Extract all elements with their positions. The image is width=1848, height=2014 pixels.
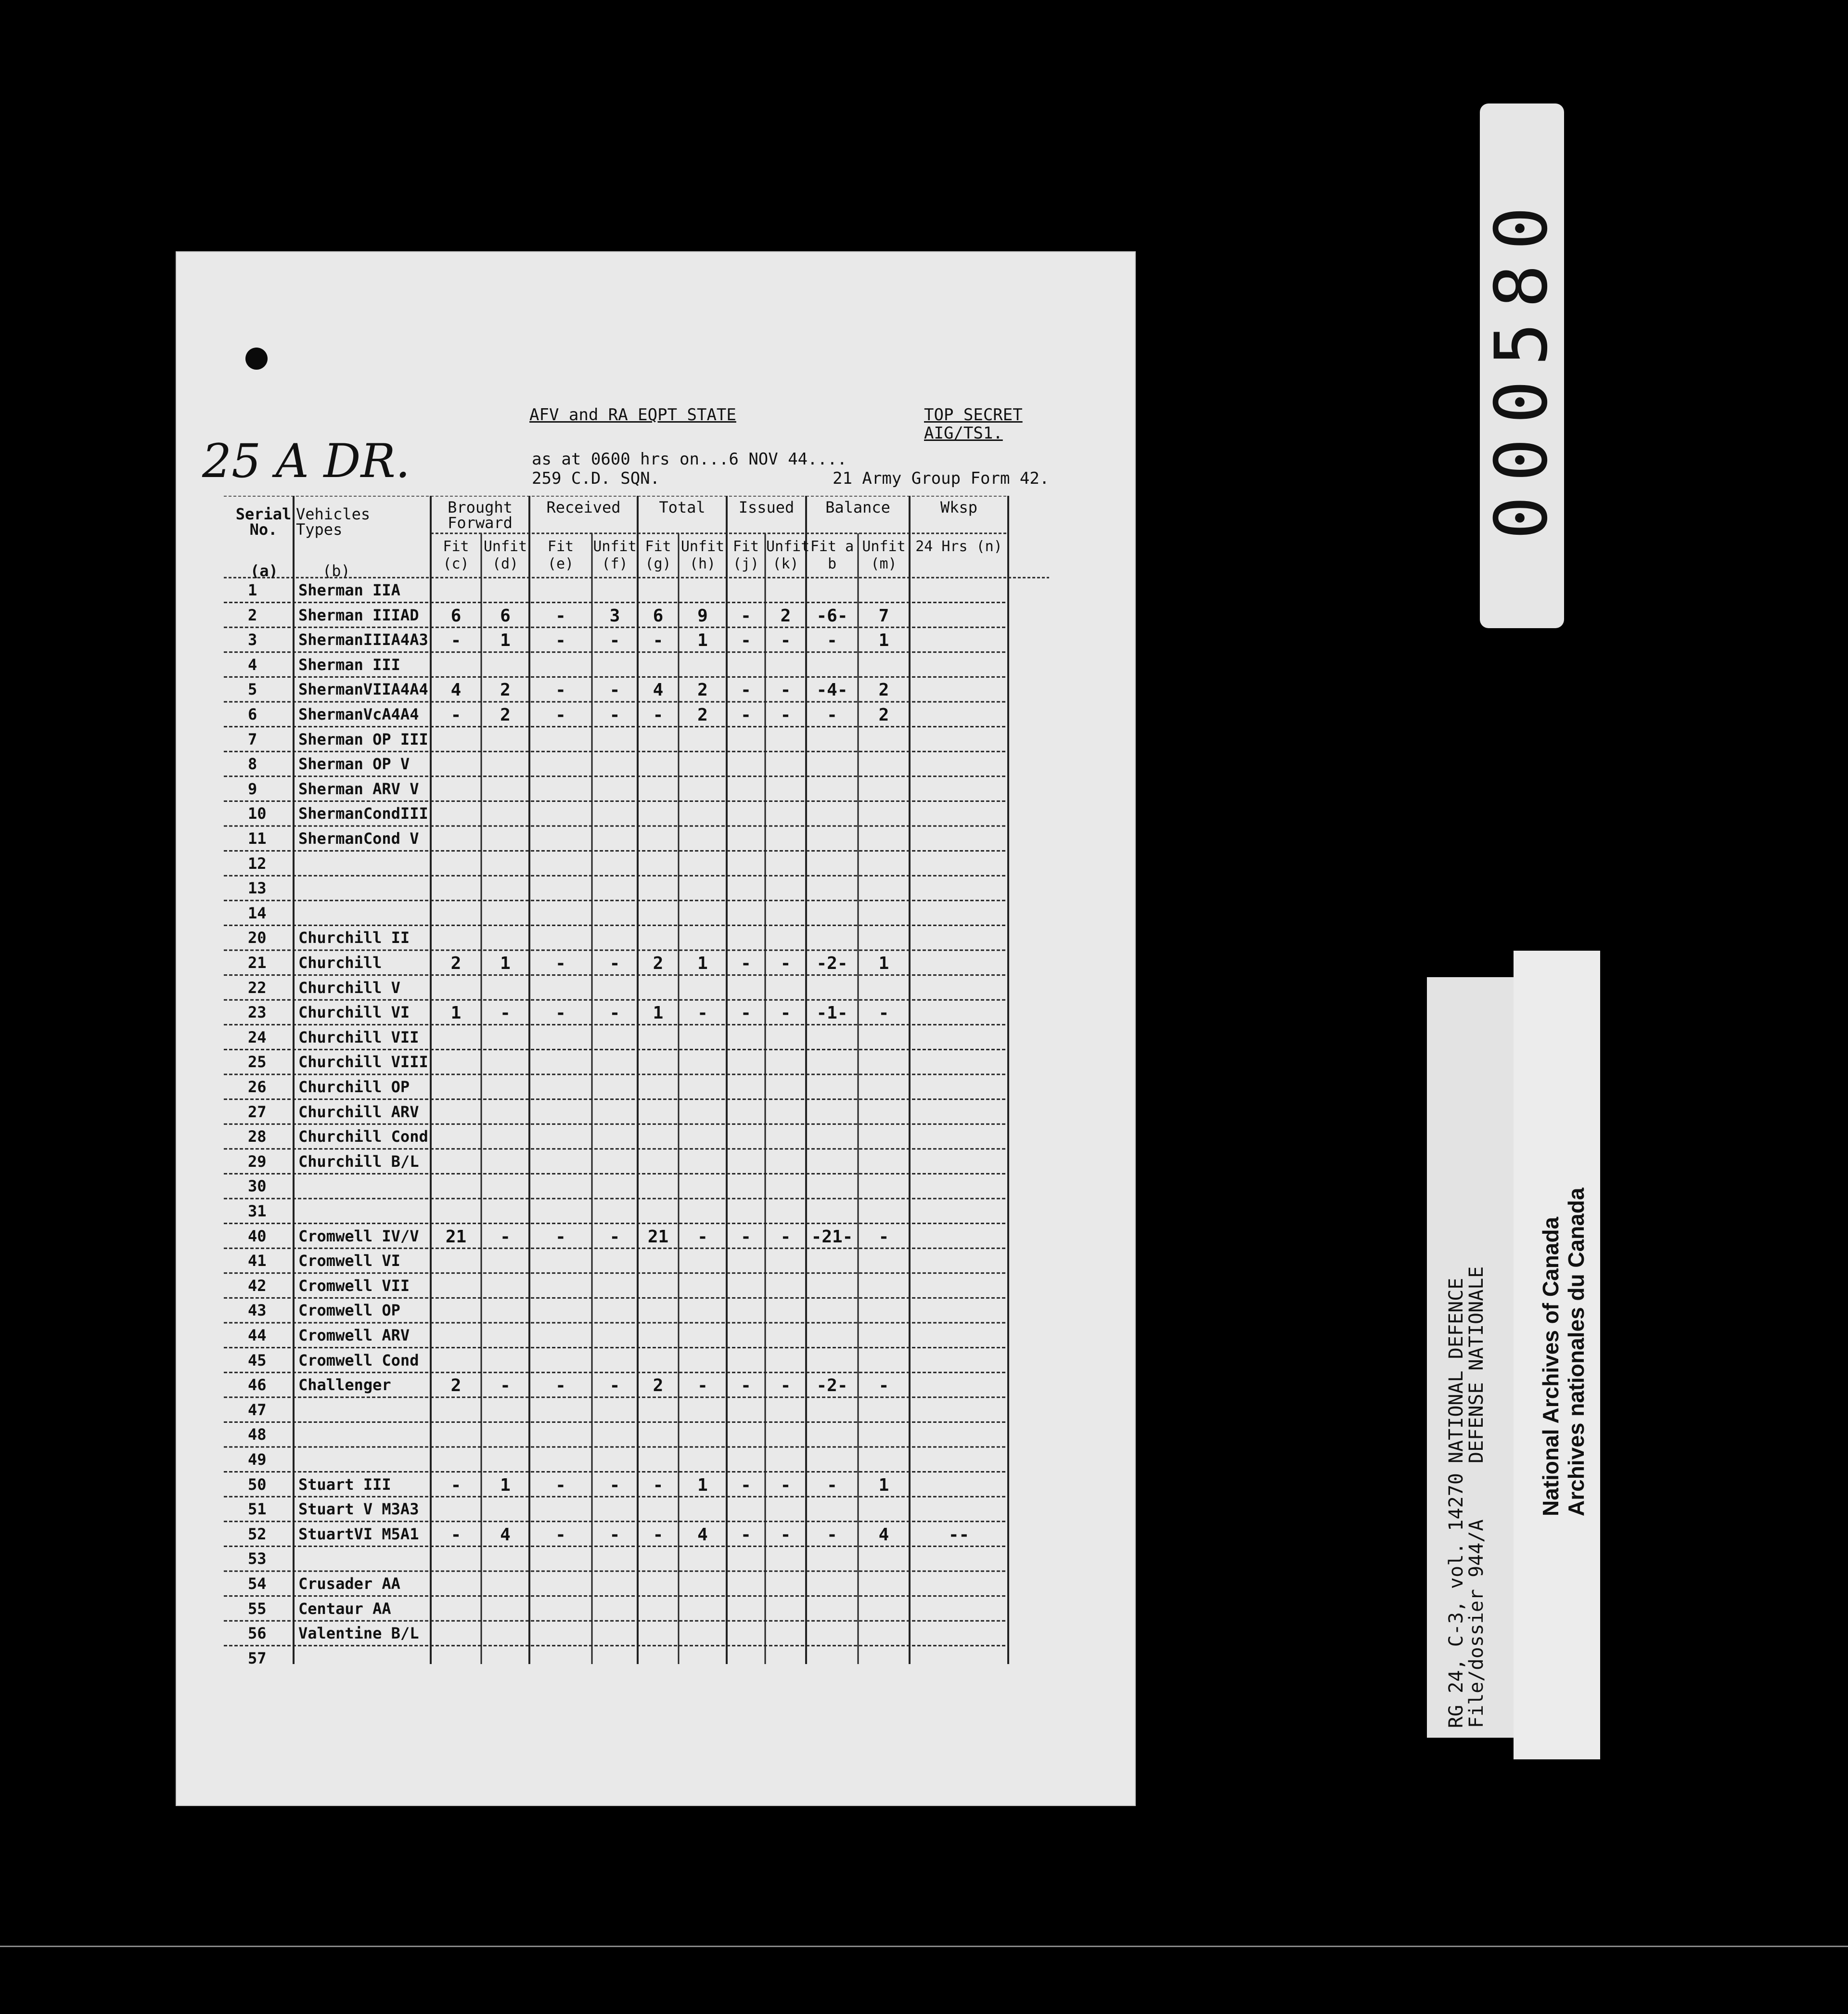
value-cell: 1	[697, 954, 708, 973]
value-cell: -	[609, 631, 620, 651]
value-cell: 4	[697, 1524, 708, 1545]
vehicle-type-cell: Churchill VIII	[298, 1053, 428, 1072]
value-cell: -	[653, 1475, 664, 1495]
value-cell: 2	[450, 954, 462, 973]
vehicle-type-cell: Churchill II	[298, 929, 410, 947]
header-vehicles: Vehicles Types	[296, 505, 371, 539]
column-sub-header: 24 Hrs (n)	[915, 538, 1002, 555]
serial-cell: 31	[248, 1202, 267, 1220]
serial-cell: 8	[248, 755, 257, 774]
value-cell: -	[780, 680, 791, 700]
value-cell: -	[653, 1524, 664, 1545]
vehicle-type-cell: ShermanIIIA4A3	[298, 631, 428, 649]
value-cell: -	[780, 631, 791, 651]
value-cell: -	[653, 705, 664, 725]
vehicle-type-cell: ShermanCond V	[298, 829, 419, 848]
vehicle-type-cell: Challenger	[298, 1376, 391, 1394]
value-cell: 7	[878, 606, 889, 626]
serial-cell: 49	[248, 1450, 267, 1469]
value-cell: -	[609, 680, 620, 700]
value-cell: -	[780, 705, 791, 725]
value-cell: -1-	[816, 1003, 848, 1023]
serial-cell: 57	[248, 1649, 267, 1667]
column-sub-header: Fit (c)	[443, 538, 469, 572]
value-cell: -2-	[816, 1376, 848, 1396]
value-cell: -4-	[816, 680, 848, 700]
serial-cell: 43	[248, 1301, 267, 1320]
value-cell: 1	[653, 1003, 664, 1023]
serial-cell: 40	[248, 1226, 267, 1245]
value-cell: -	[555, 606, 566, 626]
value-cell: 4	[653, 680, 664, 700]
value-cell: -	[780, 1376, 791, 1396]
value-cell: -	[878, 1376, 889, 1396]
value-cell: -	[609, 954, 620, 973]
vehicle-type-cell: Valentine B/L	[298, 1624, 419, 1643]
serial-cell: 5	[248, 680, 257, 699]
vehicle-type-cell: Churchill B/L	[298, 1152, 419, 1171]
handwritten-unit: 25 A DR.	[202, 434, 411, 488]
column-sub-header: Unfit (d)	[483, 538, 527, 572]
dept-line1: NATIONAL DEFENCE	[1445, 1278, 1467, 1463]
value-cell: -	[741, 1376, 751, 1396]
column-group-header: Balance	[825, 498, 890, 516]
value-cell: 2	[878, 705, 889, 725]
unit-line: 259 C.D. SQN.	[532, 469, 660, 488]
value-cell: 2	[450, 1376, 462, 1396]
value-cell: 9	[697, 606, 708, 626]
frame-number-stamp	[1480, 103, 1564, 628]
header-serial-sub: (a)	[250, 562, 278, 580]
serial-cell: 28	[248, 1127, 267, 1146]
value-cell: 2	[500, 680, 511, 700]
vehicle-type-cell: Stuart III	[298, 1475, 391, 1494]
serial-cell: 46	[248, 1376, 267, 1394]
classification-code: AIG/TS1.	[924, 424, 1003, 443]
value-cell: 2	[697, 705, 708, 725]
equipment-table	[224, 496, 1091, 1667]
serial-cell: 3	[248, 631, 257, 649]
serial-cell: 21	[248, 954, 267, 972]
value-cell: -	[827, 631, 837, 651]
value-cell: -	[697, 1003, 708, 1023]
serial-cell: 11	[248, 829, 267, 848]
serial-cell: 24	[248, 1028, 267, 1046]
column-sub-header: Fit a b	[810, 538, 854, 572]
value-cell: 1	[500, 954, 511, 973]
reference-line2: File/dossier 944/A	[1465, 1519, 1488, 1728]
vehicle-type-cell: Sherman IIA	[298, 581, 400, 599]
value-cell: -	[555, 1003, 566, 1023]
serial-cell: 30	[248, 1177, 267, 1196]
serial-cell: 12	[248, 854, 267, 873]
value-cell: -	[780, 1226, 791, 1247]
serial-cell: 1	[248, 581, 257, 599]
serial-cell: 50	[248, 1475, 267, 1494]
serial-cell: 9	[248, 779, 257, 798]
column-sub-header: Fit (g)	[645, 538, 671, 572]
value-cell: 1	[450, 1003, 462, 1023]
vehicle-type-cell: ShermanCondIII	[298, 804, 428, 823]
value-cell: 4	[450, 680, 462, 700]
value-cell: -	[827, 705, 837, 725]
serial-cell: 53	[248, 1549, 267, 1568]
punch-hole	[245, 348, 268, 370]
vehicle-type-cell: Churchill ARV	[298, 1102, 419, 1121]
value-cell: -	[697, 1376, 708, 1396]
vehicle-type-cell: Sherman III	[298, 655, 400, 674]
serial-cell: 51	[248, 1500, 267, 1519]
archives-line1: National Archives of Canada	[1538, 1216, 1563, 1516]
vehicle-type-cell: Churchill OP	[298, 1078, 410, 1096]
serial-cell: 41	[248, 1252, 267, 1270]
value-cell: -	[555, 705, 566, 725]
value-cell: -	[780, 954, 791, 973]
value-cell: -	[741, 631, 751, 651]
serial-cell: 25	[248, 1053, 267, 1072]
vehicle-type-cell: StuartVI M5A1	[298, 1524, 419, 1543]
value-cell: 6	[450, 606, 462, 626]
value-cell: 1	[500, 631, 511, 651]
form-number: 21 Army Group Form 42.	[833, 469, 1050, 488]
vehicle-type-cell: Cromwell VII	[298, 1276, 410, 1295]
serial-cell: 7	[248, 730, 257, 749]
column-group-header: Wksp	[940, 498, 978, 516]
value-cell: -	[878, 1226, 889, 1247]
value-cell: 3	[609, 606, 620, 626]
value-cell: --	[948, 1524, 970, 1545]
serial-cell: 45	[248, 1351, 267, 1369]
serial-cell: 2	[248, 606, 257, 624]
serial-cell: 54	[248, 1575, 267, 1593]
value-cell: -	[827, 1475, 837, 1495]
vehicle-type-cell: ShermanVIIA4A4	[298, 680, 428, 699]
vehicle-type-cell: Cromwell ARV	[298, 1326, 410, 1344]
column-sub-header: Fit (e)	[547, 538, 574, 572]
frame-number: 000580	[1480, 192, 1564, 540]
value-cell: -	[555, 1226, 566, 1247]
value-cell: -	[609, 1524, 620, 1545]
vehicle-type-cell: Centaur AA	[298, 1599, 391, 1618]
value-cell: -	[827, 1524, 837, 1545]
vehicle-type-cell: Cromwell IV/V	[298, 1226, 419, 1245]
archive-reference-label	[1427, 977, 1523, 1738]
column-group-header: Issued	[738, 498, 795, 516]
value-cell: 4	[878, 1524, 889, 1545]
value-cell: 4	[500, 1524, 511, 1545]
vehicle-type-cell: Cromwell OP	[298, 1301, 400, 1320]
vehicle-type-cell: Churchill	[298, 954, 382, 972]
value-cell: 6	[653, 606, 664, 626]
column-sub-header: Fit (j)	[732, 538, 759, 572]
value-cell: -	[500, 1003, 511, 1023]
as-at-line: as at 0600 hrs on...6 NOV 44....	[532, 450, 847, 469]
value-cell: -	[555, 1524, 566, 1545]
value-cell: 2	[653, 1376, 664, 1396]
column-sub-header: Unfit (m)	[862, 538, 906, 572]
vehicle-type-cell: Churchill Cond	[298, 1127, 428, 1146]
vehicle-type-cell: ShermanVcA4A4	[298, 705, 419, 723]
value-cell: 2	[500, 705, 511, 725]
value-cell: -	[741, 1524, 751, 1545]
value-cell: -	[609, 705, 620, 725]
value-cell: -	[609, 1475, 620, 1495]
value-cell: -2-	[816, 954, 848, 973]
column-group-header: Brought Forward	[448, 498, 513, 532]
form-title: AFV and RA EQPT STATE	[529, 405, 736, 425]
value-cell: -	[780, 1003, 791, 1023]
film-edge-line	[0, 1946, 1848, 1947]
vehicle-type-cell: Sherman OP III	[298, 730, 428, 749]
serial-cell: 14	[248, 904, 267, 922]
vehicle-type-cell: Crusader AA	[298, 1575, 400, 1593]
value-cell: -	[741, 705, 751, 725]
value-cell: 1	[697, 631, 708, 651]
serial-cell: 4	[248, 655, 257, 674]
value-cell: -	[555, 680, 566, 700]
value-cell: -	[741, 1226, 751, 1247]
serial-cell: 42	[248, 1276, 267, 1295]
serial-cell: 48	[248, 1425, 267, 1444]
value-cell: -21-	[811, 1226, 853, 1247]
vehicle-type-cell: Churchill VI	[298, 1003, 410, 1022]
value-cell: -	[697, 1226, 708, 1247]
value-cell: 1	[500, 1475, 511, 1495]
column-group-header: Received	[546, 498, 621, 516]
value-cell: 1	[878, 631, 889, 651]
column-sub-header: Unfit (f)	[593, 538, 637, 572]
serial-cell: 56	[248, 1624, 267, 1643]
serial-cell: 26	[248, 1078, 267, 1096]
serial-cell: 44	[248, 1326, 267, 1344]
serial-cell: 20	[248, 929, 267, 947]
value-cell: 2	[653, 954, 664, 973]
serial-cell: 22	[248, 978, 267, 997]
serial-cell: 55	[248, 1599, 267, 1618]
value-cell: 21	[445, 1226, 467, 1247]
vehicle-type-cell: Cromwell VI	[298, 1252, 400, 1270]
value-cell: 2	[697, 680, 708, 700]
value-cell: 2	[780, 606, 791, 626]
vehicle-type-cell: Churchill VII	[298, 1028, 419, 1046]
serial-cell: 10	[248, 804, 267, 823]
value-cell: 1	[878, 1475, 889, 1495]
vehicle-type-cell: Sherman ARV V	[298, 779, 419, 798]
serial-cell: 13	[248, 879, 267, 898]
value-cell: -	[450, 1524, 462, 1545]
serial-cell: 29	[248, 1152, 267, 1171]
value-cell: -	[878, 1003, 889, 1023]
serial-cell: 23	[248, 1003, 267, 1022]
value-cell: -	[450, 1475, 462, 1495]
vehicle-type-cell: Sherman OP V	[298, 755, 410, 774]
value-cell: -	[653, 631, 664, 651]
value-cell: -	[780, 1524, 791, 1545]
value-cell: -	[741, 1003, 751, 1023]
value-cell: 1	[697, 1475, 708, 1495]
header-vehicles-sub: (b)	[322, 562, 350, 580]
serial-cell: 52	[248, 1524, 267, 1543]
form-sheet	[176, 251, 1136, 1806]
archives-canada-label	[1514, 951, 1600, 1759]
value-cell: -	[741, 1475, 751, 1495]
value-cell: -	[780, 1475, 791, 1495]
serial-cell: 47	[248, 1400, 267, 1419]
archives-line2: Archives nationales du Canada	[1564, 1188, 1589, 1516]
value-cell: -	[450, 705, 462, 725]
column-sub-header: Unfit (h)	[680, 538, 725, 572]
value-cell: -	[741, 606, 751, 626]
value-cell: -	[609, 1226, 620, 1247]
column-sub-header: Unfit (k)	[766, 538, 810, 572]
value-cell: -6-	[816, 606, 848, 626]
dept-line2: DEFENSE NATIONALE	[1465, 1266, 1488, 1463]
classification: TOP SECRET	[924, 405, 1023, 425]
header-serial: Serial No.	[235, 505, 292, 539]
value-cell: -	[555, 631, 566, 651]
column-group-header: Total	[659, 498, 706, 516]
serial-cell: 27	[248, 1102, 267, 1121]
serial-cell: 6	[248, 705, 257, 723]
vehicle-type-cell: Cromwell Cond	[298, 1351, 419, 1369]
value-cell: -	[609, 1003, 620, 1023]
reference-line1: RG 24, C-3, vol. 14270	[1445, 1473, 1467, 1728]
value-cell: -	[555, 1376, 566, 1396]
value-cell: -	[450, 631, 462, 651]
value-cell: -	[555, 954, 566, 973]
vehicle-type-cell: Sherman IIIAD	[298, 606, 419, 624]
vehicle-type-cell: Stuart V M3A3	[298, 1500, 419, 1519]
value-cell: -	[500, 1226, 511, 1247]
vehicle-type-cell: Churchill V	[298, 978, 400, 997]
value-cell: -	[555, 1475, 566, 1495]
value-cell: -	[500, 1376, 511, 1396]
value-cell: -	[609, 1376, 620, 1396]
value-cell: 2	[878, 680, 889, 700]
value-cell: -	[741, 680, 751, 700]
value-cell: 6	[500, 606, 511, 626]
value-cell: -	[741, 954, 751, 973]
value-cell: 1	[878, 954, 889, 973]
value-cell: 21	[647, 1226, 669, 1247]
